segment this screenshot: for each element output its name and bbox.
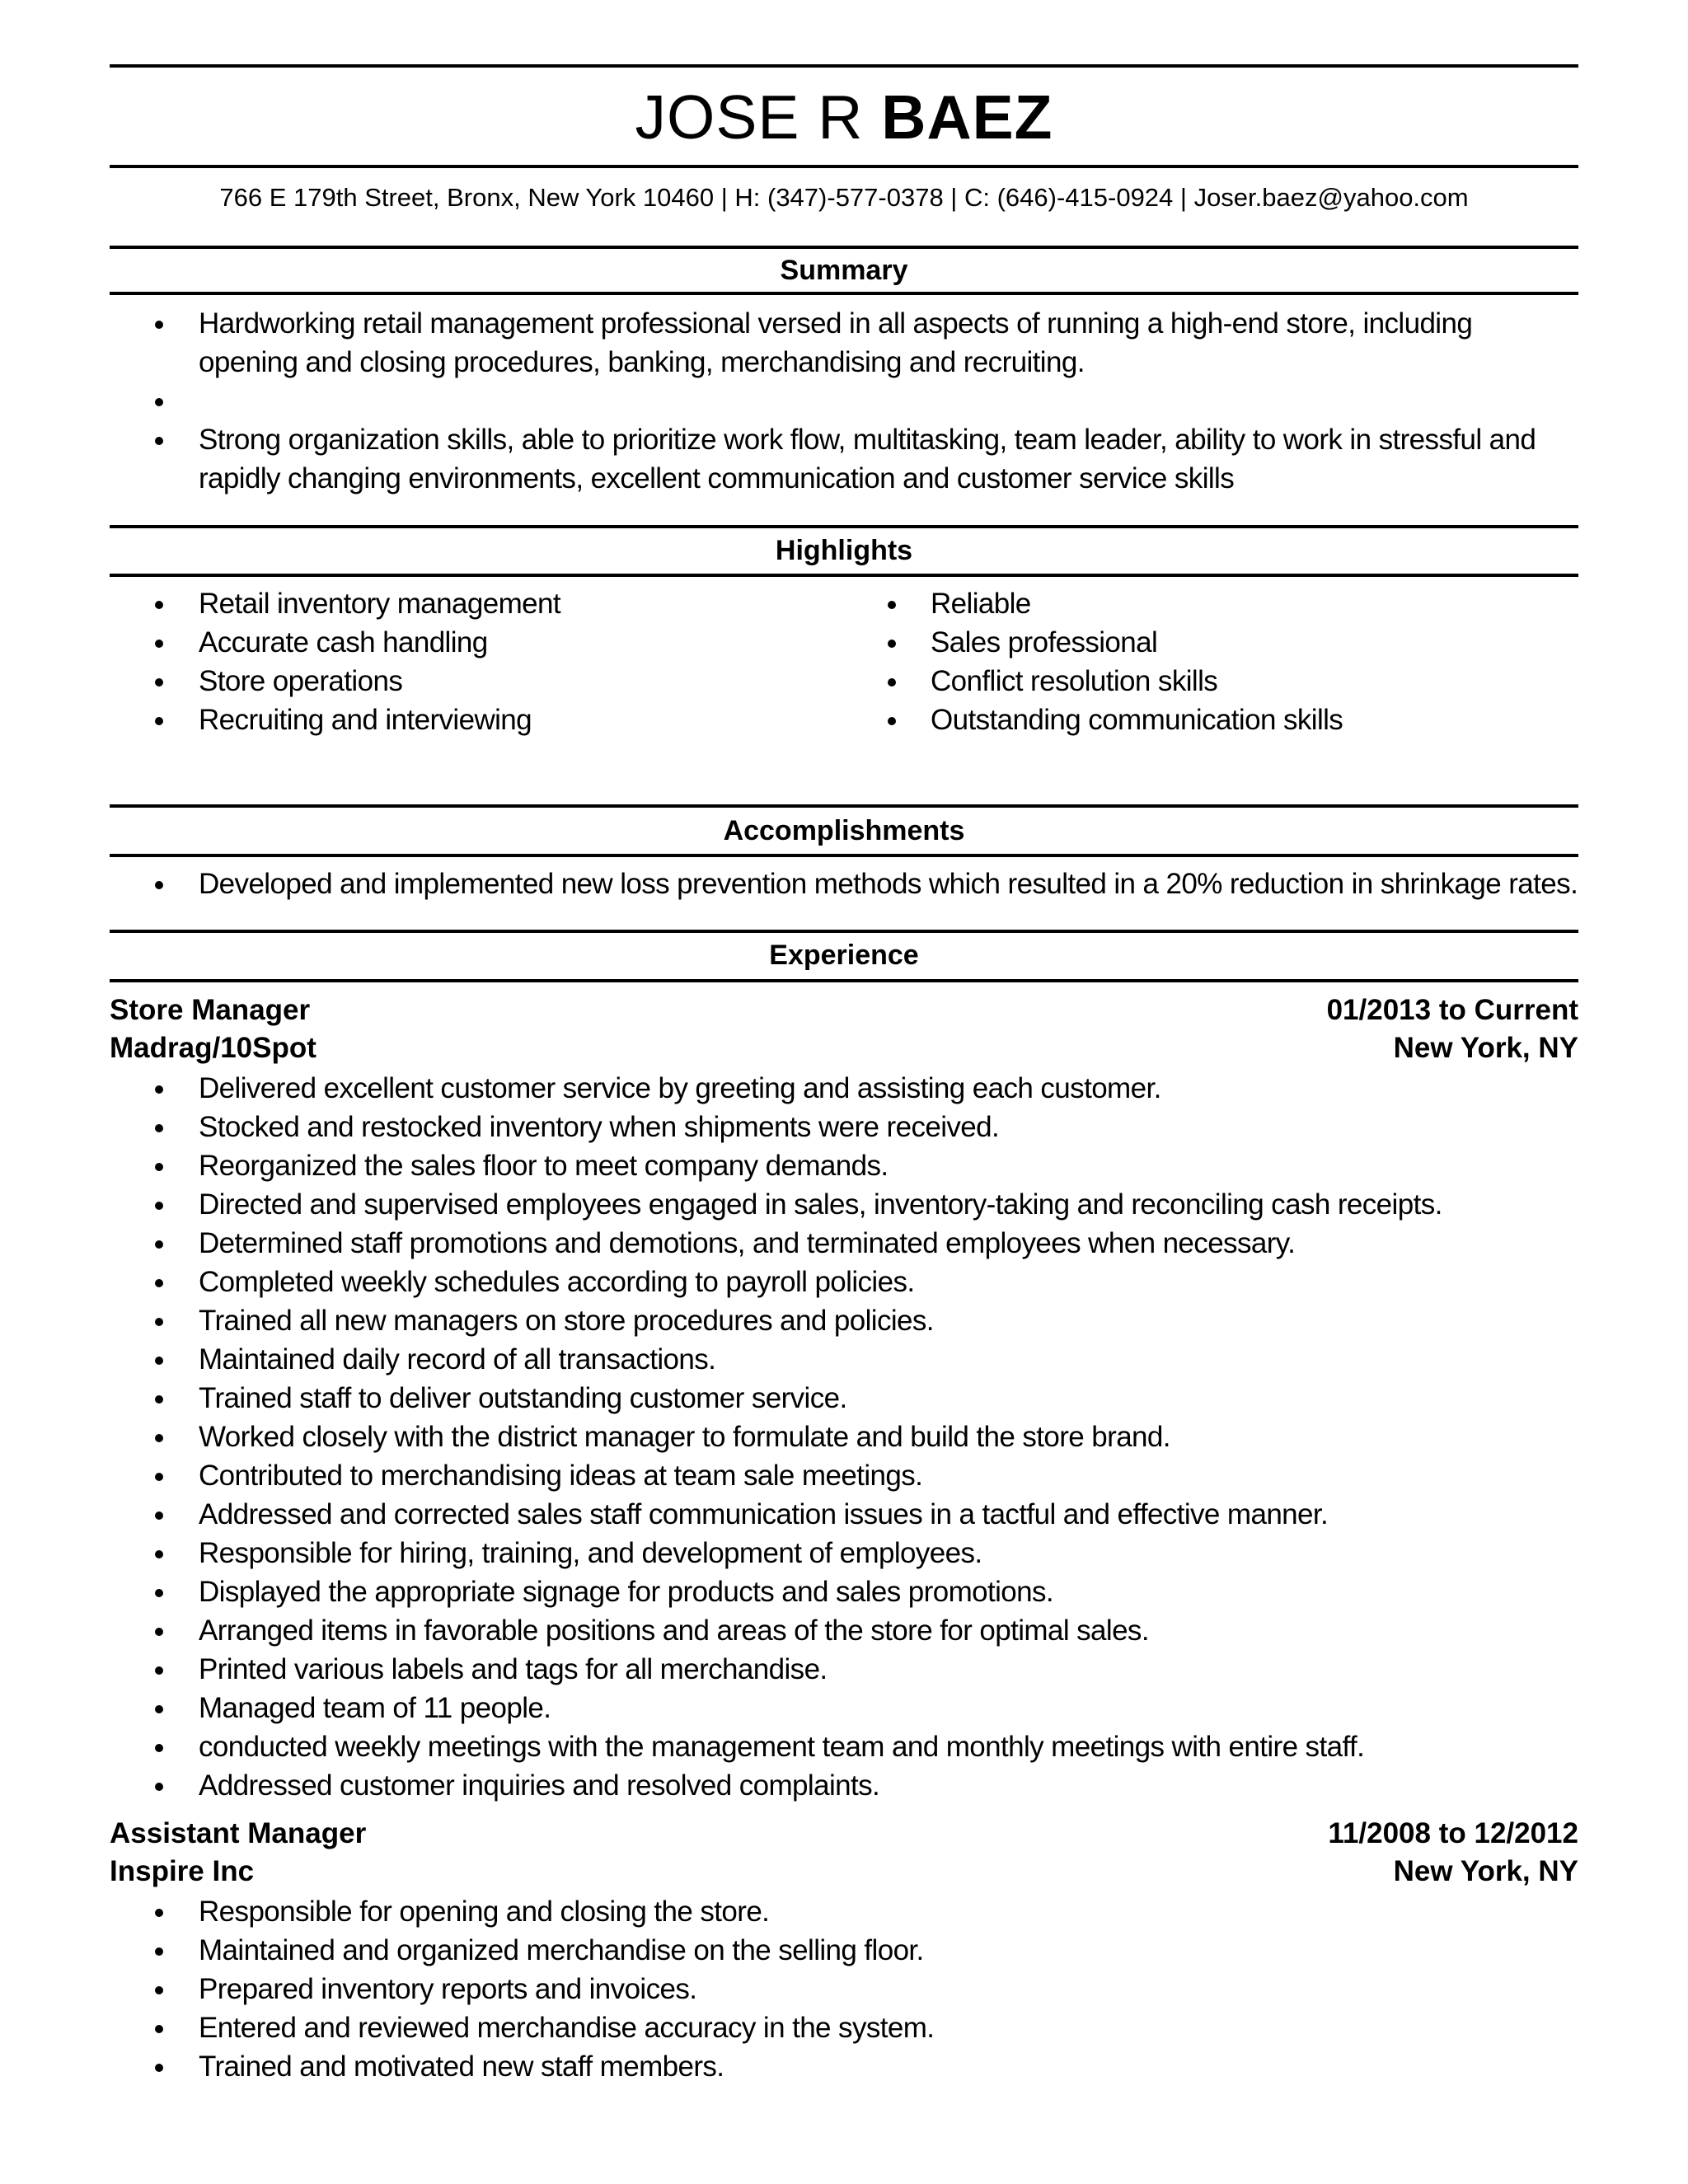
duty-item: Arranged items in favorable positions and areas of the store for optimal sales. [110,1611,1578,1650]
highlight-item: Recruiting and interviewing [110,701,843,739]
duty-item: Completed weekly schedules according to payroll policies. [110,1263,1578,1301]
experience-bottom-rule [110,979,1578,982]
duty-item: Trained staff to deliver outstanding customer service. [110,1379,1578,1418]
job-duties-list [110,1069,1578,1805]
summary-top-rule [110,246,1578,249]
highlight-item: Retail inventory management [110,584,843,623]
duty-item: Prepared inventory reports and invoices. [110,1970,1578,2008]
highlight-item: Outstanding communication skills [843,701,1578,739]
duty-item: Directed and supervised employees engaged in sales, inventory-taking and reconciling cash receipts. [110,1185,1578,1224]
top-rule [110,64,1578,68]
experience-heading: Experience [769,940,919,971]
duty-item: Maintained and organized merchandise on the selling floor. [110,1931,1578,1970]
duty-item: Displayed the appropriate signage for products and sales promotions. [110,1572,1578,1611]
highlight-item: Sales professional [843,623,1578,662]
highlights-bottom-rule [110,574,1578,577]
highlights-heading: Highlights [775,535,913,566]
highlight-item: Conflict resolution skills [843,662,1578,701]
summary-list [110,304,1578,498]
duty-item: conducted weekly meetings with the management team and monthly meetings with entire staff. [110,1727,1578,1766]
duty-item: Printed various labels and tags for all merchandise. [110,1650,1578,1689]
highlight-item: Store operations [110,662,843,701]
job-dates: 01/2013 to Current [1326,994,1578,1026]
duty-item: Determined staff promotions and demotions, and terminated employees when necessary. [110,1224,1578,1263]
duty-item: Addressed customer inquiries and resolved complaints. [110,1766,1578,1805]
contact-line: 766 E 179th Street, Bronx, New York 10460 | H: (347)-577-0378 | C: (646)-415-0924 | Joser.baez@yahoo.com [219,183,1469,212]
duty-item: Trained all new managers on store procedures and policies. [110,1301,1578,1340]
first-name: JOSE R [635,82,864,152]
summary-heading: Summary [780,255,908,286]
accomplishment-item: Developed and implemented new loss prevention methods which resulted in a 20% reduction in shrinkage rates. [110,865,1578,903]
duty-item: Entered and reviewed merchandise accuracy in the system. [110,2008,1578,2047]
duty-item: Responsible for hiring, training, and development of employees. [110,1534,1578,1572]
job-location: New York, NY [1393,1032,1578,1064]
experience-top-rule [110,930,1578,933]
duty-item: Worked closely with the district manager to formulate and build the store brand. [110,1418,1578,1456]
accomplishments-bottom-rule [110,854,1578,857]
highlights-top-rule [110,525,1578,528]
accomplishments-list [110,865,1578,903]
candidate-name [110,76,1578,158]
name-rule [110,165,1578,168]
highlights-list-right [843,584,1578,739]
resume-page [110,0,1578,2184]
duty-item: Reorganized the sales floor to meet company demands. [110,1146,1578,1185]
job-duties-list [110,1892,1578,2086]
highlights-list-left [110,584,843,739]
accomplishments-top-rule [110,804,1578,808]
duty-item: Managed team of 11 people. [110,1689,1578,1727]
duty-item: Stocked and restocked inventory when shipments were received. [110,1108,1578,1146]
highlight-item: Accurate cash handling [110,623,843,662]
highlight-item: Reliable [843,584,1578,623]
summary-item [110,382,1578,420]
duty-item: Delivered excellent customer service by greeting and assisting each customer. [110,1069,1578,1108]
duty-item: Maintained daily record of all transactions. [110,1340,1578,1379]
summary-bottom-rule [110,292,1578,295]
last-name: BAEZ [881,82,1053,152]
job-location: New York, NY [1393,1855,1578,1887]
job-title: Store Manager [110,994,311,1026]
job-dates: 11/2008 to 12/2012 [1328,1817,1578,1849]
duty-item: Responsible for opening and closing the store. [110,1892,1578,1931]
job-company: Inspire Inc [110,1855,255,1887]
job-company: Madrag/10Spot [110,1032,316,1064]
accomplishments-heading: Accomplishments [723,815,965,846]
job-title: Assistant Manager [110,1817,367,1849]
duty-item: Contributed to merchandising ideas at team sale meetings. [110,1456,1578,1495]
summary-item: Hardworking retail management professional versed in all aspects of running a high-end store, including opening and closing procedures, banking, merchandising and recruiting. [110,304,1578,382]
duty-item: Addressed and corrected sales staff communication issues in a tactful and effective manner. [110,1495,1578,1534]
summary-item: Strong organization skills, able to prioritize work flow, multitasking, team leader, ability to work in stressful and rapidly changing environments, excellent communication and customer service skills [110,420,1578,498]
duty-item: Trained and motivated new staff members. [110,2047,1578,2086]
